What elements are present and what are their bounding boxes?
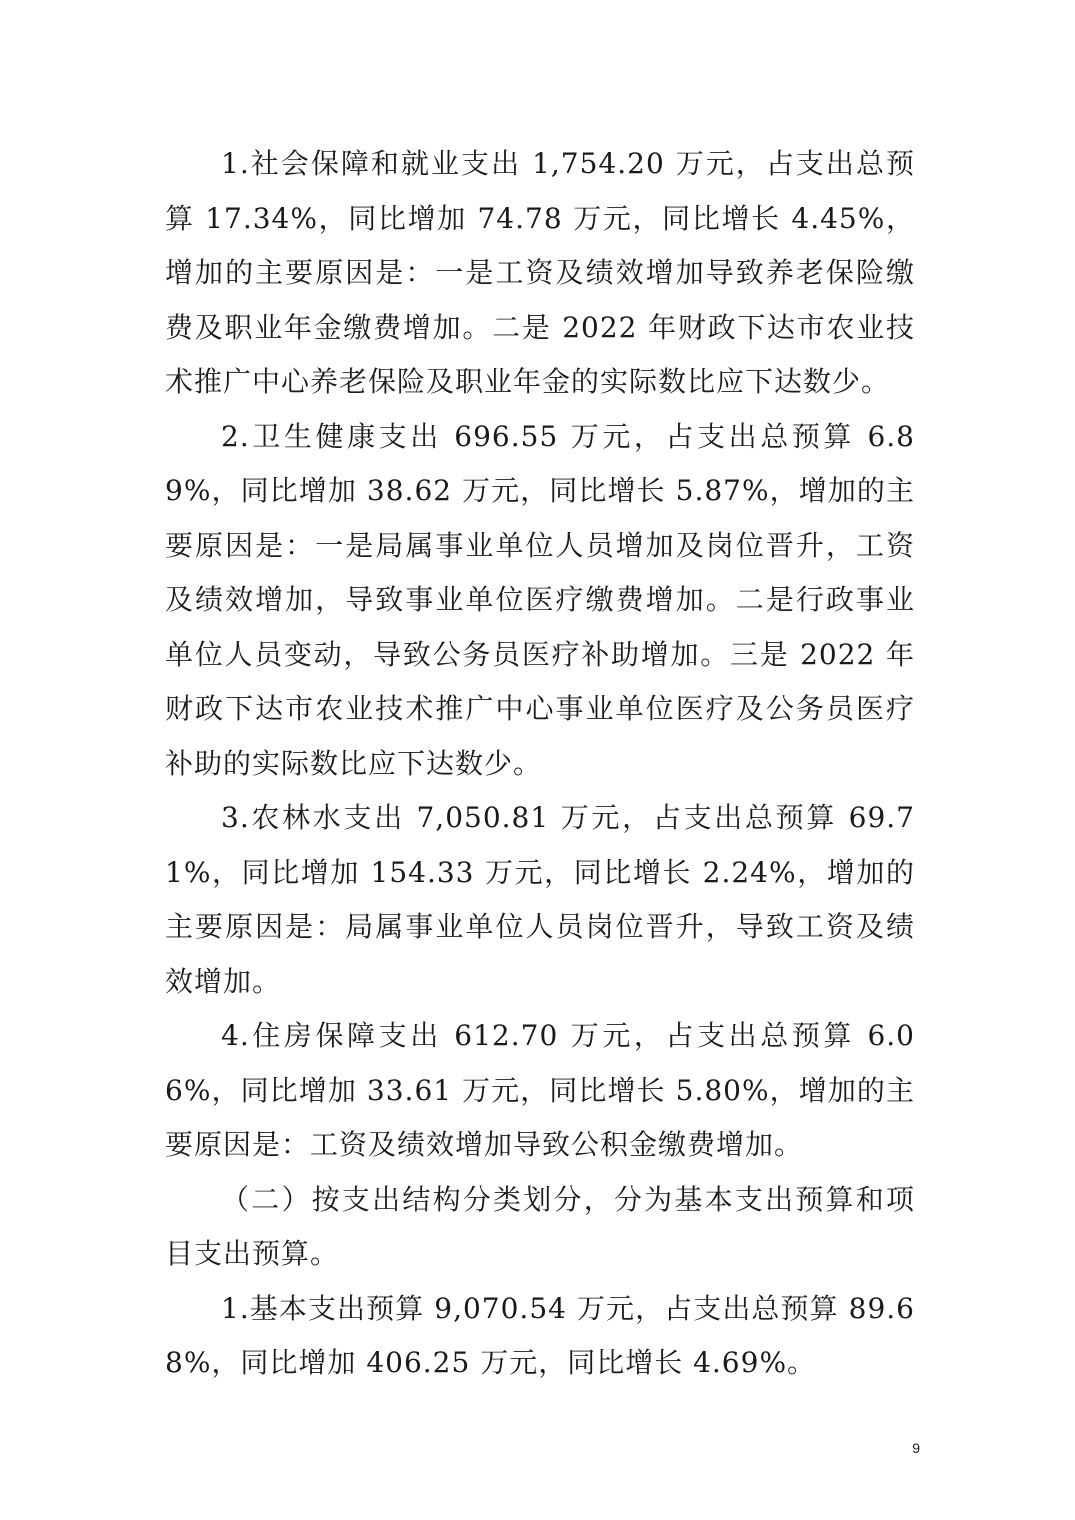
paragraph-agriculture: 3.农林水支出 7,050.81 万元，占支出总预算 69.71%，同比增加 154.33 万元，同比增长 2.24%，增加的主要原因是：局属事业单位人员岗位晋升，导致工资及绩效增加。: [165, 801, 915, 998]
paragraph-health: 2.卫生健康支出 696.55 万元，占支出总预算 6.89%，同比增加 38.62 万元，同比增长 5.87%，增加的主要原因是：一是局属事业单位人员增加及岗位晋升，工资及绩效增加，导致事业单位医疗缴费增加。二是行政事业单位人员变动，导致公务员医疗补助增加。三是 2022 年财政下达市农业技术推广中心事业单位医疗及公务员医疗补助的实际数比应下达数少。: [165, 419, 915, 780]
paragraph-housing: 4.住房保障支出 612.70 万元，占支出总预算 6.06%，同比增加 33.61 万元，同比增长 5.80%，增加的主要原因是：工资及绩效增加导致公积金缴费增加。: [165, 1019, 915, 1161]
paragraph-basic-expenditure: 1.基本支出预算 9,070.54 万元，占支出总预算 89.68%，同比增加 406.25 万元，同比增长 4.69%。: [165, 1291, 915, 1379]
body-text: [165, 137, 915, 1391]
paragraph-section-heading: （二）按支出结构分类划分，分为基本支出预算和项目支出预算。: [165, 1182, 915, 1270]
page-number: 9: [912, 1440, 920, 1456]
paragraph-social-security: 1.社会保障和就业支出 1,754.20 万元，占支出总预算 17.34%，同比增加 74.78 万元，同比增长 4.45%，增加的主要原因是：一是工资及绩效增加导致养老保险缴费及职业年金缴费增加。二是 2022 年财政下达市农业技术推广中心养老保险及职业年金的实际数比应下达数少。: [165, 147, 915, 398]
